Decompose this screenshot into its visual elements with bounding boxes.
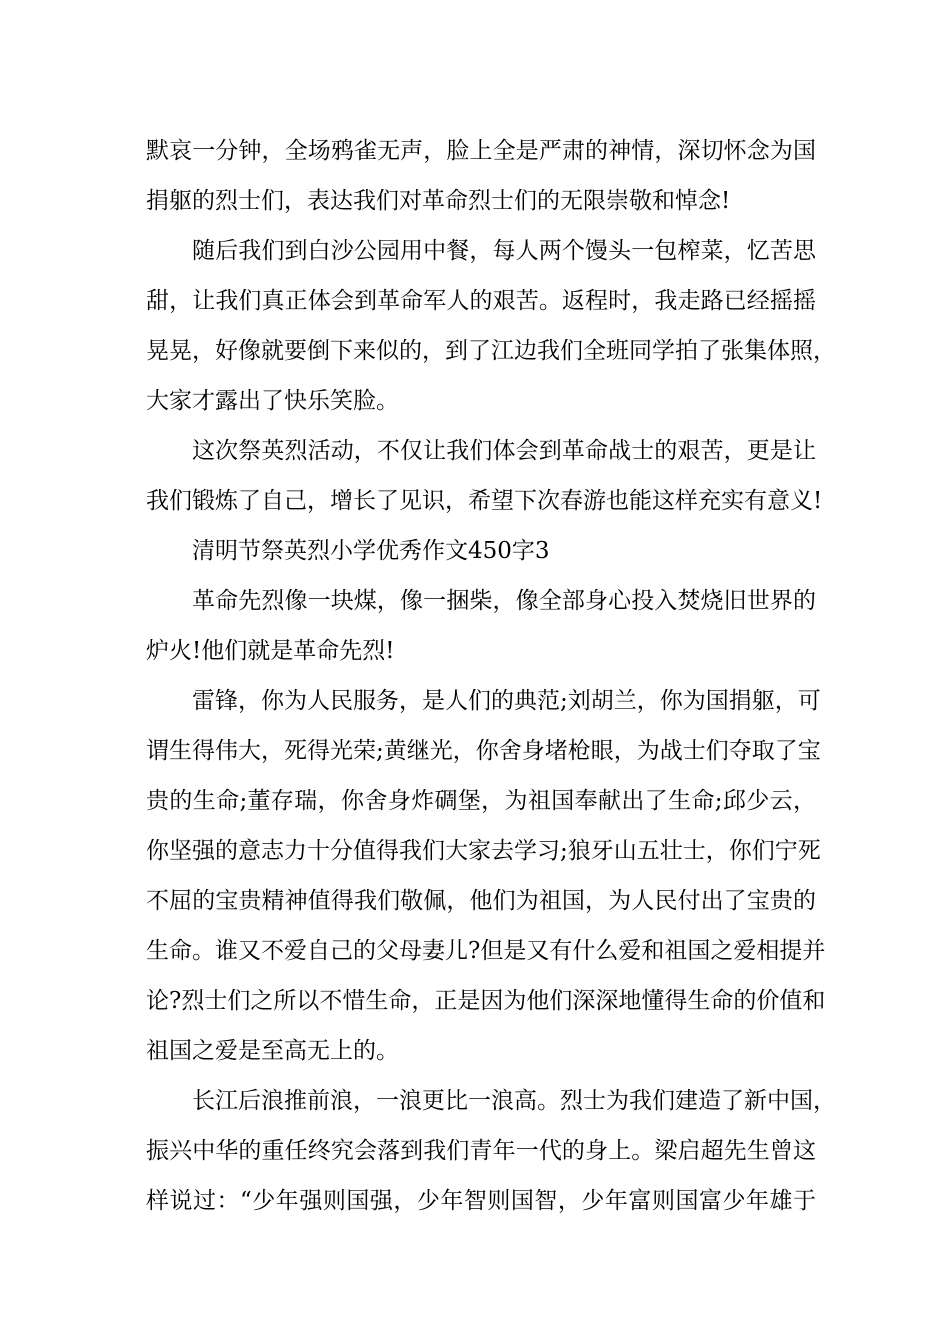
text-line: 样说过：“少年强则国强，少年智则国智，少年富则国富少年雄于 [146, 1188, 816, 1214]
text-line: 晃晃，好像就要倒下来似的，到了江边我们全班同学拍了张集体照， [146, 338, 836, 364]
text-line: 你坚强的意志力十分值得我们大家去学习;狼牙山五壮士，你们宁死 [146, 838, 821, 864]
text-line: 长江后浪推前浪，一浪更比一浪高。烈士为我们建造了新中国， [192, 1088, 836, 1114]
text-line: 贵的生命;董存瑞，你舍身炸碉堡，为祖国奉献出了生命;邱少云， [146, 788, 816, 814]
text-line: 甜，让我们真正体会到革命军人的艰苦。返程时，我走路已经摇摇 [146, 288, 816, 314]
text-line: 论?烈士们之所以不惜生命，正是因为他们深深地懂得生命的价值和 [146, 988, 826, 1014]
text-line: 生命。谁又不爱自己的父母妻儿?但是又有什么爱和祖国之爱相提并 [146, 938, 826, 964]
text-line: 随后我们到白沙公园用中餐，每人两个馒头一包榨菜，忆苦思 [192, 238, 816, 264]
text-line: 振兴中华的重任终究会落到我们青年一代的身上。梁启超先生曾这 [146, 1138, 816, 1164]
text-line: 革命先烈像一块煤，像一捆柴，像全部身心投入焚烧旧世界的 [192, 588, 816, 614]
section-heading: 清明节祭英烈小学优秀作文450字3 [192, 538, 550, 564]
text-line: 默哀一分钟，全场鸦雀无声，脸上全是严肃的神情，深切怀念为国 [146, 138, 816, 164]
text-line: 我们锻炼了自己，增长了见识，希望下次春游也能这样充实有意义! [146, 488, 823, 514]
text-line: 大家才露出了快乐笑脸。 [146, 388, 399, 414]
text-line: 祖国之爱是至高无上的。 [146, 1038, 399, 1064]
text-line: 这次祭英烈活动，不仅让我们体会到革命战士的艰苦，更是让 [192, 438, 816, 464]
text-line: 捐躯的烈士们，表达我们对革命烈士们的无限崇敬和悼念! [146, 188, 731, 214]
text-line: 炉火!他们就是革命先烈! [146, 638, 395, 664]
text-line: 雷锋，你为人民服务，是人们的典范;刘胡兰，你为国捐躯，可 [192, 688, 821, 714]
text-line: 谓生得伟大，死得光荣;黄继光，你舍身堵枪眼，为战士们夺取了宝 [146, 738, 821, 764]
text-line: 不屈的宝贵精神值得我们敬佩，他们为祖国，为人民付出了宝贵的 [146, 888, 816, 914]
